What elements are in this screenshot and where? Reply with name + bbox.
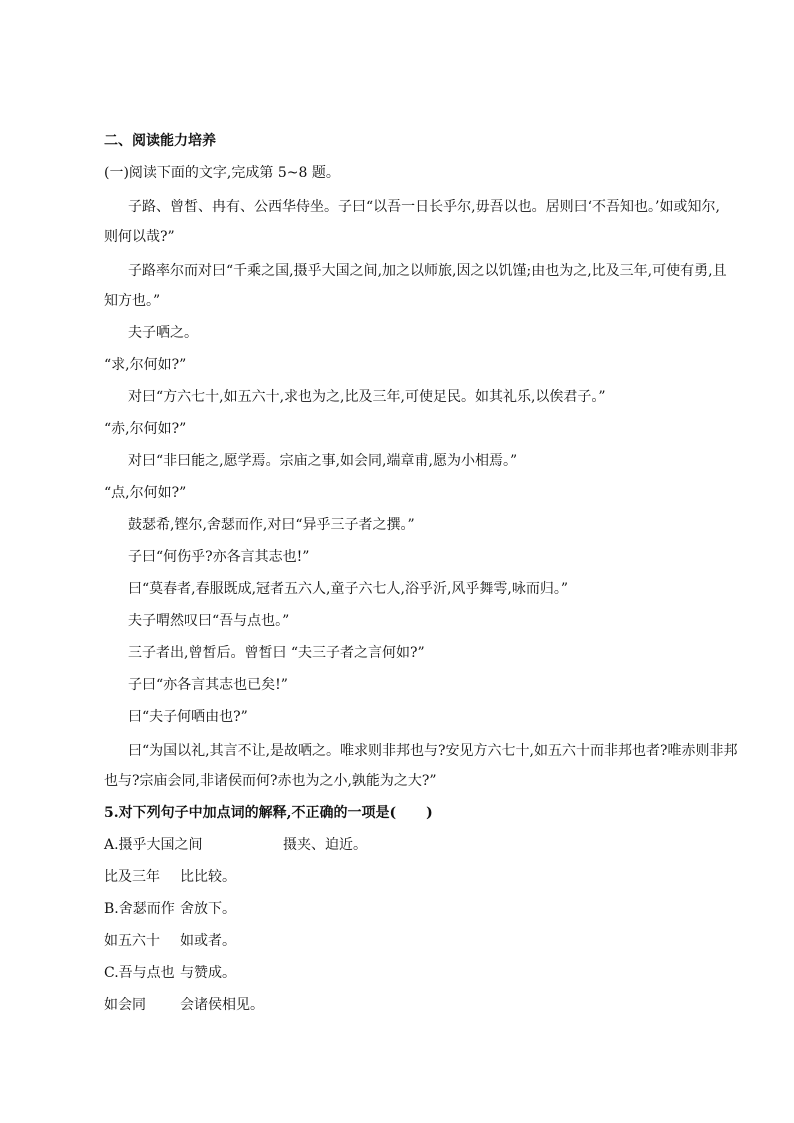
option-c-phrase: C.吾与点也: [104, 965, 175, 981]
option-b2-phrase: 如五六十: [104, 933, 160, 949]
passage-line: 知方也。”: [104, 293, 161, 309]
passage-line: “求,尔何如?”: [104, 357, 187, 373]
option-c2-gloss: 会诸侯相见。: [180, 997, 264, 1013]
passage-line: 则何以哉?”: [104, 229, 175, 245]
passage-line: 三子者出,曾皙后。曾皙曰 “夫三子者之言何如?”: [128, 645, 425, 661]
passage-line: 子曰“亦各言其志也已矣!”: [128, 677, 288, 693]
option-c-gloss: 与赞成。: [180, 965, 236, 981]
question-5-stem: [104, 803, 433, 823]
passage-line: “点,尔何如?”: [104, 485, 187, 501]
passage-line: 曰“为国以礼,其言不让,是故哂之。唯求则非邦也与?安见方六七十,如五六十而非邦也者?唯赤则非邦: [128, 743, 738, 759]
question-stem-close: ): [426, 805, 433, 821]
option-b-phrase: B.舍瑟而作: [104, 901, 175, 917]
option-b2-gloss: 如或者。: [180, 933, 236, 949]
passage-line: 曰“莫春者,春服既成,冠者五六人,童子六七人,浴乎沂,风乎舞雩,咏而归。”: [128, 581, 569, 597]
section-title: 二、阅读能力培养: [104, 133, 216, 149]
passage-line: 曰“夫子何哂由也?”: [128, 709, 248, 725]
passage-line: 也与?宗庙会同,非诸侯而何?赤也为之小,孰能为之大?”: [104, 773, 437, 789]
passage-line: 夫子喟然叹曰“吾与点也。”: [128, 613, 290, 629]
option-a2-gloss: 比比较。: [180, 869, 236, 885]
question-stem-text: 5.对下列句子中加点词的解释,不正确的一项是(: [104, 805, 397, 821]
passage-line: 对曰“非曰能之,愿学焉。宗庙之事,如会同,端章甫,愿为小相焉。”: [128, 453, 518, 469]
passage-line: 鼓瑟希,铿尔,舍瑟而作,对曰“异乎三子者之撰。”: [128, 517, 415, 533]
option-a2-phrase: 比及三年: [104, 869, 160, 885]
passage-line: “赤,尔何如?”: [104, 421, 187, 437]
option-a-gloss: 摄夹、迫近。: [283, 837, 367, 853]
option-b-gloss: 舍放下。: [180, 901, 236, 917]
passage-line: 子曰“何伤乎?亦各言其志也!”: [128, 549, 310, 565]
option-c2-phrase: 如会同: [104, 997, 146, 1013]
passage-line: 子路、曾皙、冉有、公西华侍坐。子曰“以吾一日长乎尔,毋吾以也。居则曰‘不吾知也。’如或知尔,: [128, 199, 720, 215]
reading-instruction: (一)阅读下面的文字,完成第 5~8 题。: [104, 165, 340, 181]
option-a-phrase: A.摄乎大国之间: [104, 837, 203, 853]
passage-line: 夫子哂之。: [128, 325, 198, 341]
passage-line: 子路率尔而对曰“千乘之国,摄乎大国之间,加之以师旅,因之以饥馑;由也为之,比及三年,可使有勇,且: [128, 263, 727, 279]
passage-line: 对曰“方六七十,如五六十,求也为之,比及三年,可使足民。如其礼乐,以俟君子。”: [128, 389, 606, 405]
